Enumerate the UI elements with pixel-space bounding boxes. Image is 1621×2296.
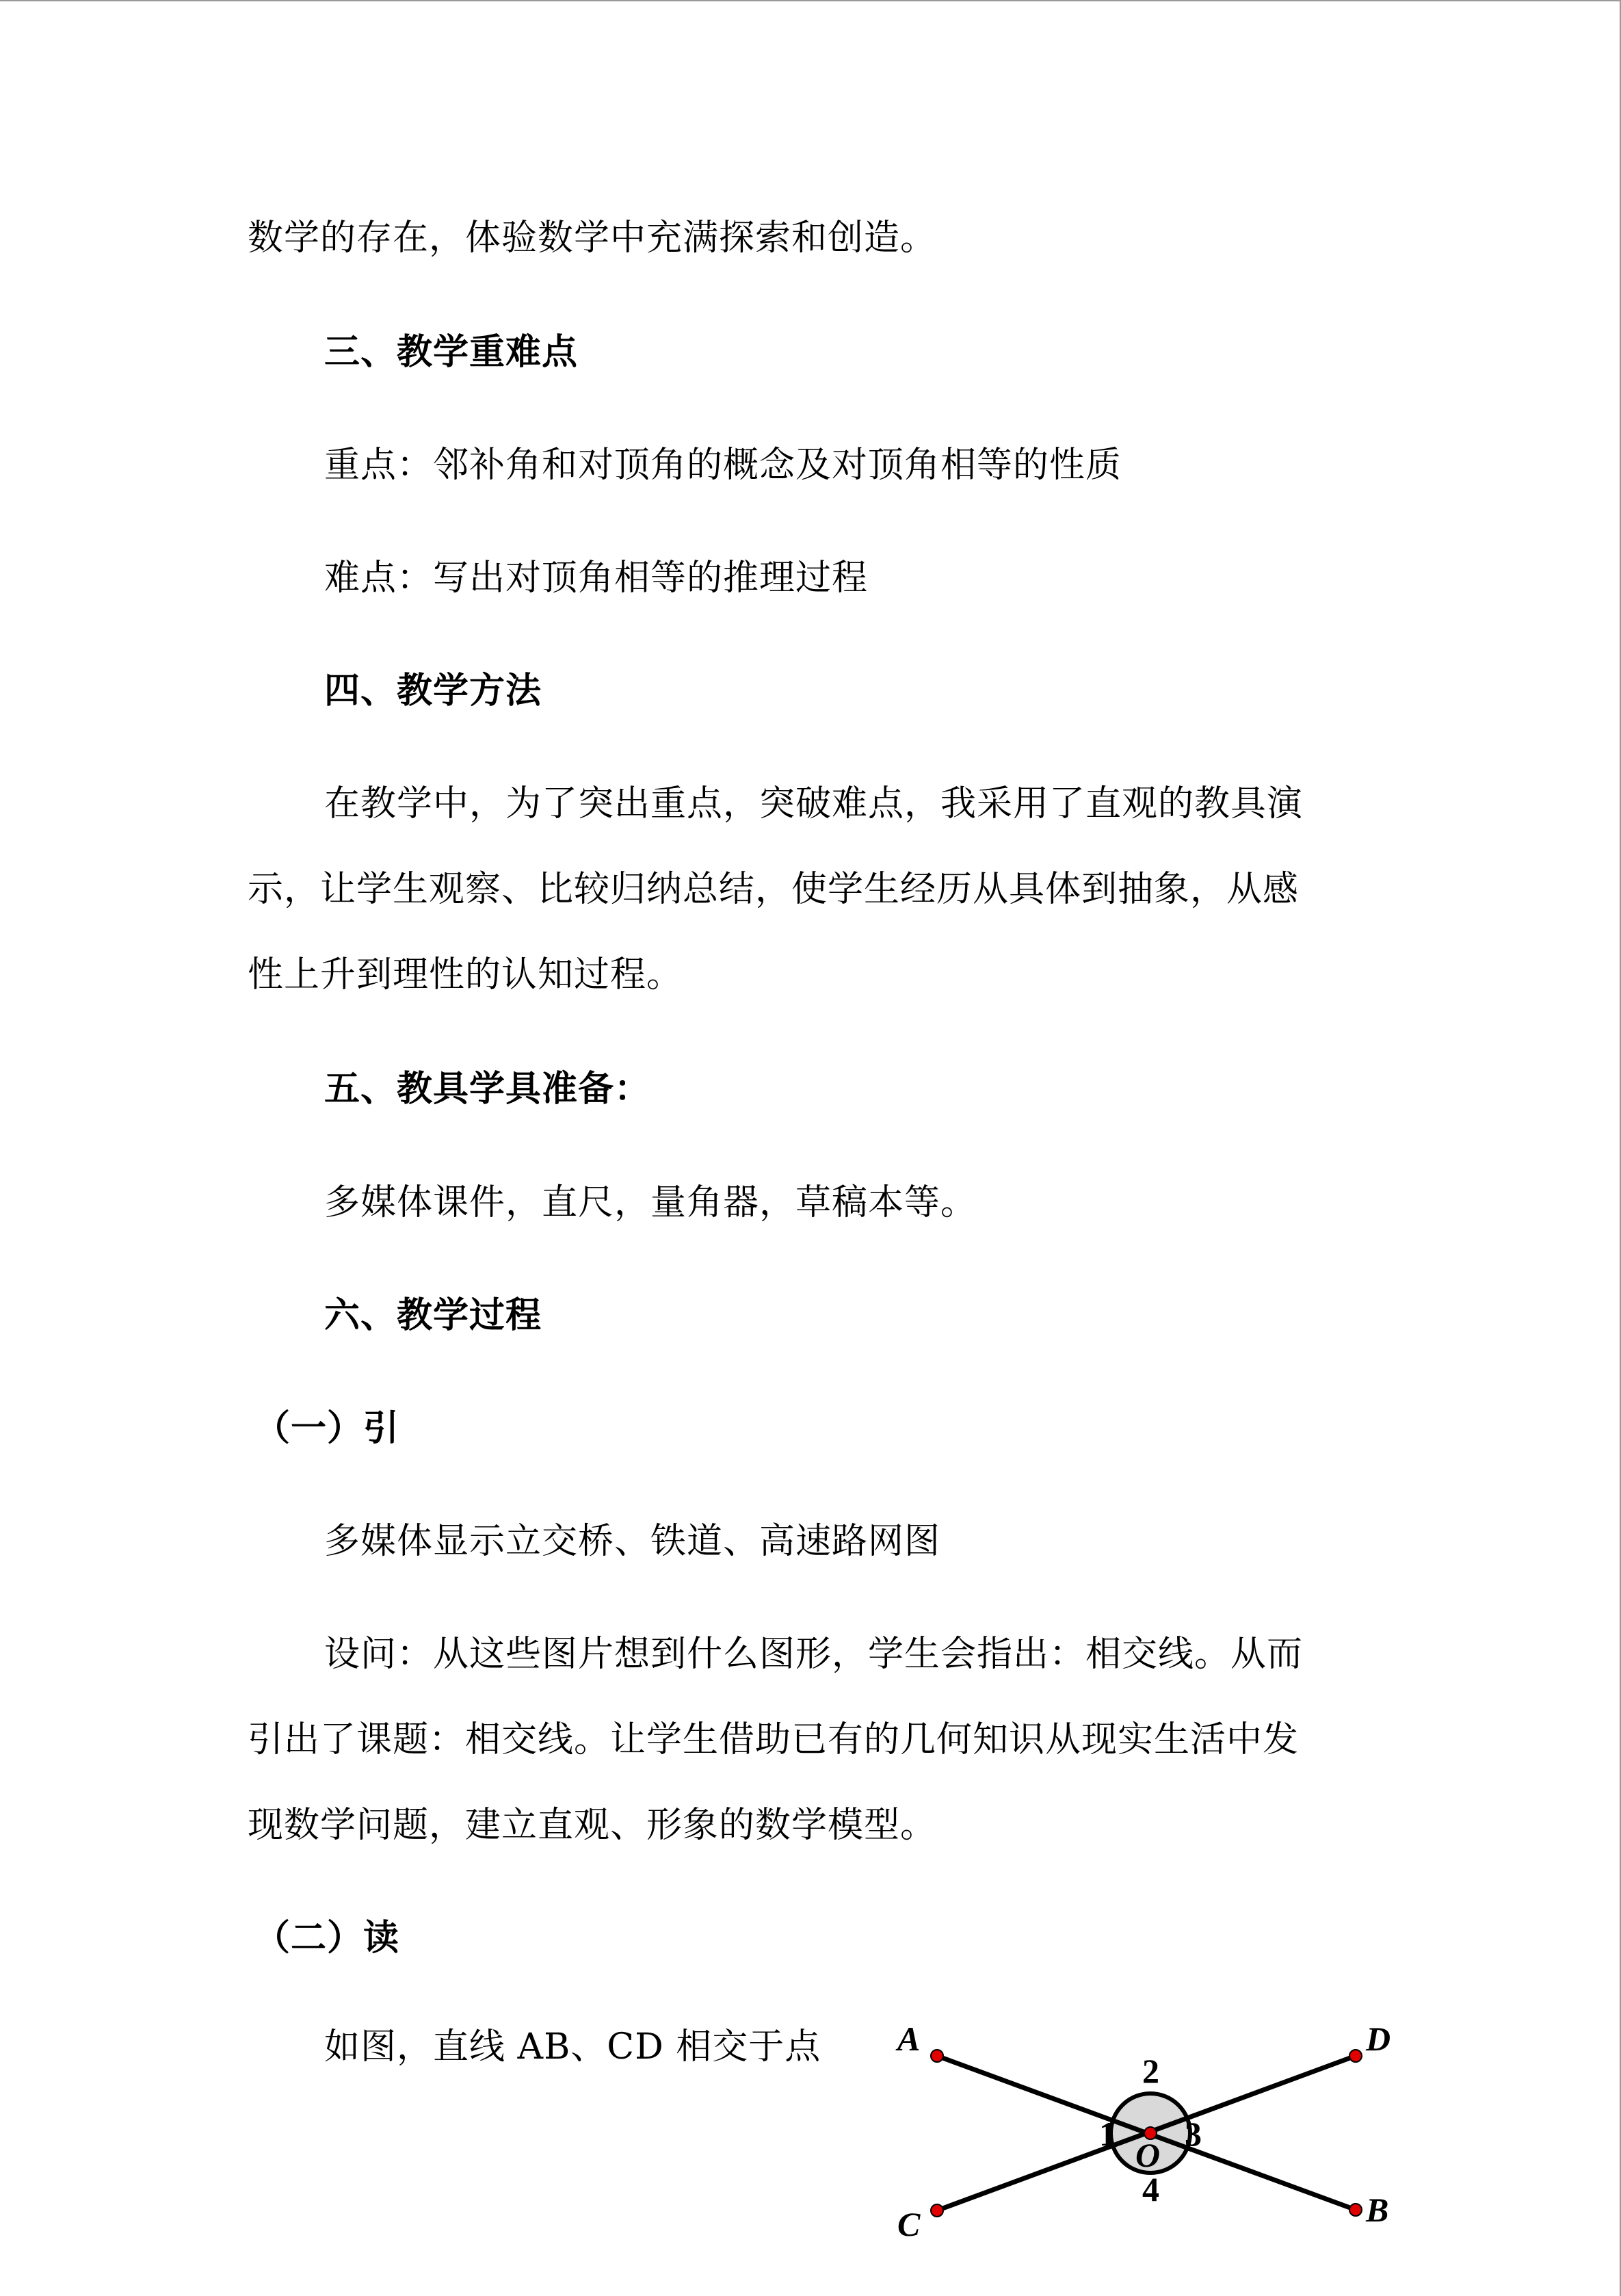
paragraph-line: 性上升到理性的认知过程。 [248, 954, 683, 995]
page-border-top [0, 0, 1621, 1]
tools-text: 多媒体课件，直尺，量角器，草稿本等。 [324, 1182, 977, 1223]
point-a [931, 2050, 943, 2062]
media-text: 多媒体显示立交桥、铁道、高速路网图 [324, 1521, 941, 1562]
paragraph-line: 示，让学生观察、比较归纳总结，使学生经历从具体到抽象，从感 [248, 869, 1300, 910]
label-o: O [1135, 2136, 1161, 2174]
point-c [931, 2204, 943, 2217]
subsection-heading-1: （一）引 [254, 1407, 400, 1449]
paragraph-line: 设问：从这些图片想到什么图形，学生会指出：相交线。从而 [324, 1634, 1304, 1675]
section-heading-4: 四、教学方法 [324, 670, 542, 712]
label-d: D [1366, 2020, 1391, 2058]
angle-label-4: 4 [1142, 2170, 1159, 2208]
point-d [1349, 2050, 1362, 2062]
intersecting-lines-figure [882, 2008, 1429, 2268]
key-point-text: 重点：邻补角和对顶角的概念及对顶角相等的性质 [324, 445, 1122, 486]
section-heading-3: 三、教学重难点 [324, 331, 579, 373]
angle-label-3: 3 [1185, 2115, 1202, 2153]
label-a: A [897, 2020, 921, 2058]
point-b [1349, 2204, 1362, 2216]
paragraph-line: 在教学中，为了突出重点，突破难点，我采用了直观的教具演 [324, 783, 1304, 824]
figure-intro-text: 如图，直线 AB、CD 相交于点 [324, 2026, 821, 2067]
paragraph-line: 引出了课题：相交线。让学生借助已有的几何知识从现实生活中发 [248, 1719, 1300, 1760]
difficulty-text: 难点：写出对顶角相等的推理过程 [324, 558, 869, 599]
subsection-heading-2: （二）读 [254, 1917, 400, 1959]
angle-label-2: 2 [1142, 2052, 1159, 2090]
paragraph-line: 数学的存在，体验数学中充满探索和创造。 [248, 218, 937, 259]
label-b: B [1366, 2191, 1389, 2229]
angle-label-1: 1 [1099, 2115, 1116, 2153]
section-heading-6: 六、教学过程 [324, 1294, 542, 1336]
label-c: C [897, 2205, 921, 2243]
paragraph-line: 现数学问题，建立直观、形象的数学模型。 [248, 1805, 937, 1846]
section-heading-5: 五、教具学具准备： [324, 1068, 651, 1110]
